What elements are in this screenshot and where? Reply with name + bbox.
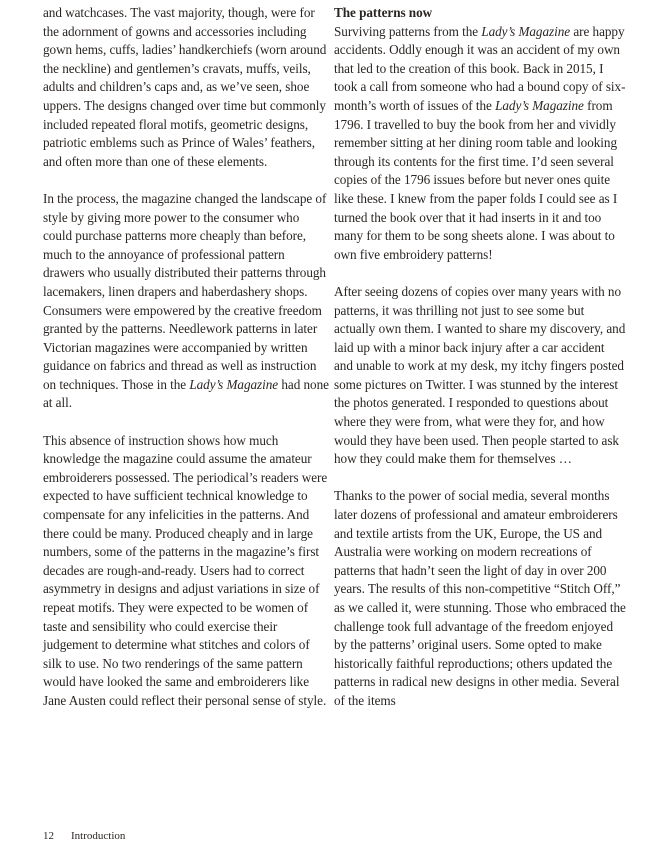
page-number: 12	[43, 830, 54, 842]
text-run: from 1796. I travelled to buy the book from her and vividly remember sitting at her dining room table and looking through its contents for the first time. I’d seen several copies of the 1796 issues before but never ones quite like these. I knew from the paper folds I could see as I turned the book over that it had inserts in it and too many for them to be song sheets alone. I was about to own five embroidery patterns!	[334, 97, 618, 262]
page-footer	[43, 829, 125, 843]
italic-title: Lady’s Magazine	[481, 23, 571, 39]
paragraph	[334, 23, 626, 265]
running-section-title: Introduction	[71, 830, 126, 842]
paragraph: This absence of instruction shows how much knowledge the magazine could assume the amateur embroiderers possessed. The periodical’s readers were expected to have sufficient technical knowledge to compensate for any infelicities in the patterns. And there could be many. Produced cheaply and in large numbers, some of the patterns in the magazine’s first decades are rough-and-ready. Users had to correct asymmetry in designs and adjust variations in size of repeat motifs. They were expected to be women of taste and sensibility who could exercise their judgement to determine what stitches and colors of silk to use. No two renderings of the same pattern would have looked the same and embroiderers like Jane Austen could reflect their personal sense of style.	[43, 432, 328, 708]
left-column	[43, 4, 329, 729]
text-run: had none at all.	[43, 376, 329, 411]
italic-title: Lady’s Magazine	[495, 97, 584, 113]
paragraph	[43, 190, 329, 413]
section-heading: The patterns now	[334, 5, 433, 20]
paragraph: and watchcases. The vast majority, though, were for the adornment of gowns and accessories including gown hems, cuffs, ladies’ handkerchiefs (worn around the neckline) and gentlemen’s cravats, muffs, veils, adults and children’s caps and, as we’ve seen, shoe uppers. The designs changed over time but commonly included repeated floral motifs, geometric designs, patriotic emblems such as Prince of Wales’ feathers, and often more than one of these elements.	[43, 5, 327, 169]
paragraph: After seeing dozens of copies over many years with no patterns, it was thrilling not just to see some but actually own them. I wanted to share my discovery, and laid up with a minor back injury after a car accident and unable to work at my desk, my itchy fingers posted some pictures on Twitter. I was stunned by the interest the photos generated. I responded to questions about where they were from, what were they for, and how would they have been used. Then people started to ask how they could make them for themselves …	[334, 283, 626, 467]
text-run: are happy accidents. Oddly enough it was an accident of my own that led to the creation of this book. Back in 2015, I took a call from someone who had a bound copy of six-month’s worth of issues of the	[334, 23, 626, 113]
italic-title: Lady’s Magazine	[189, 376, 279, 392]
text-run: Surviving patterns from the	[334, 23, 482, 39]
right-column	[334, 4, 626, 729]
text-run: In the process, the magazine changed the landscape of style by giving more power to the consumer who could purchase patterns more cheaply than before, much to the annoyance of professional pattern drawers who usually distributed their patterns through lacemakers, linen drapers and haberdashery shops. Consumers were empowered by the creative freedom granted by the patterns. Needlework patterns in later Victorian magazines were accompanied by written guidance on fabrics and thread as well as instruction on techniques. Those in the	[43, 190, 327, 392]
paragraph: Thanks to the power of social media, several months later dozens of professional and amateur embroiderers and textile artists from the UK, Europe, the US and Australia were working on modern recreations of patterns that hadn’t seen the light of day in over 200 years. The results of this non-competitive “Stitch Off,” as we called it, were stunning. Those who embraced the challenge took full advantage of the freedom enjoyed by the patterns’ original users. Some opted to make historically faithful reproductions; others updated the patterns in radical new designs in other media. Several of the items	[334, 488, 626, 708]
